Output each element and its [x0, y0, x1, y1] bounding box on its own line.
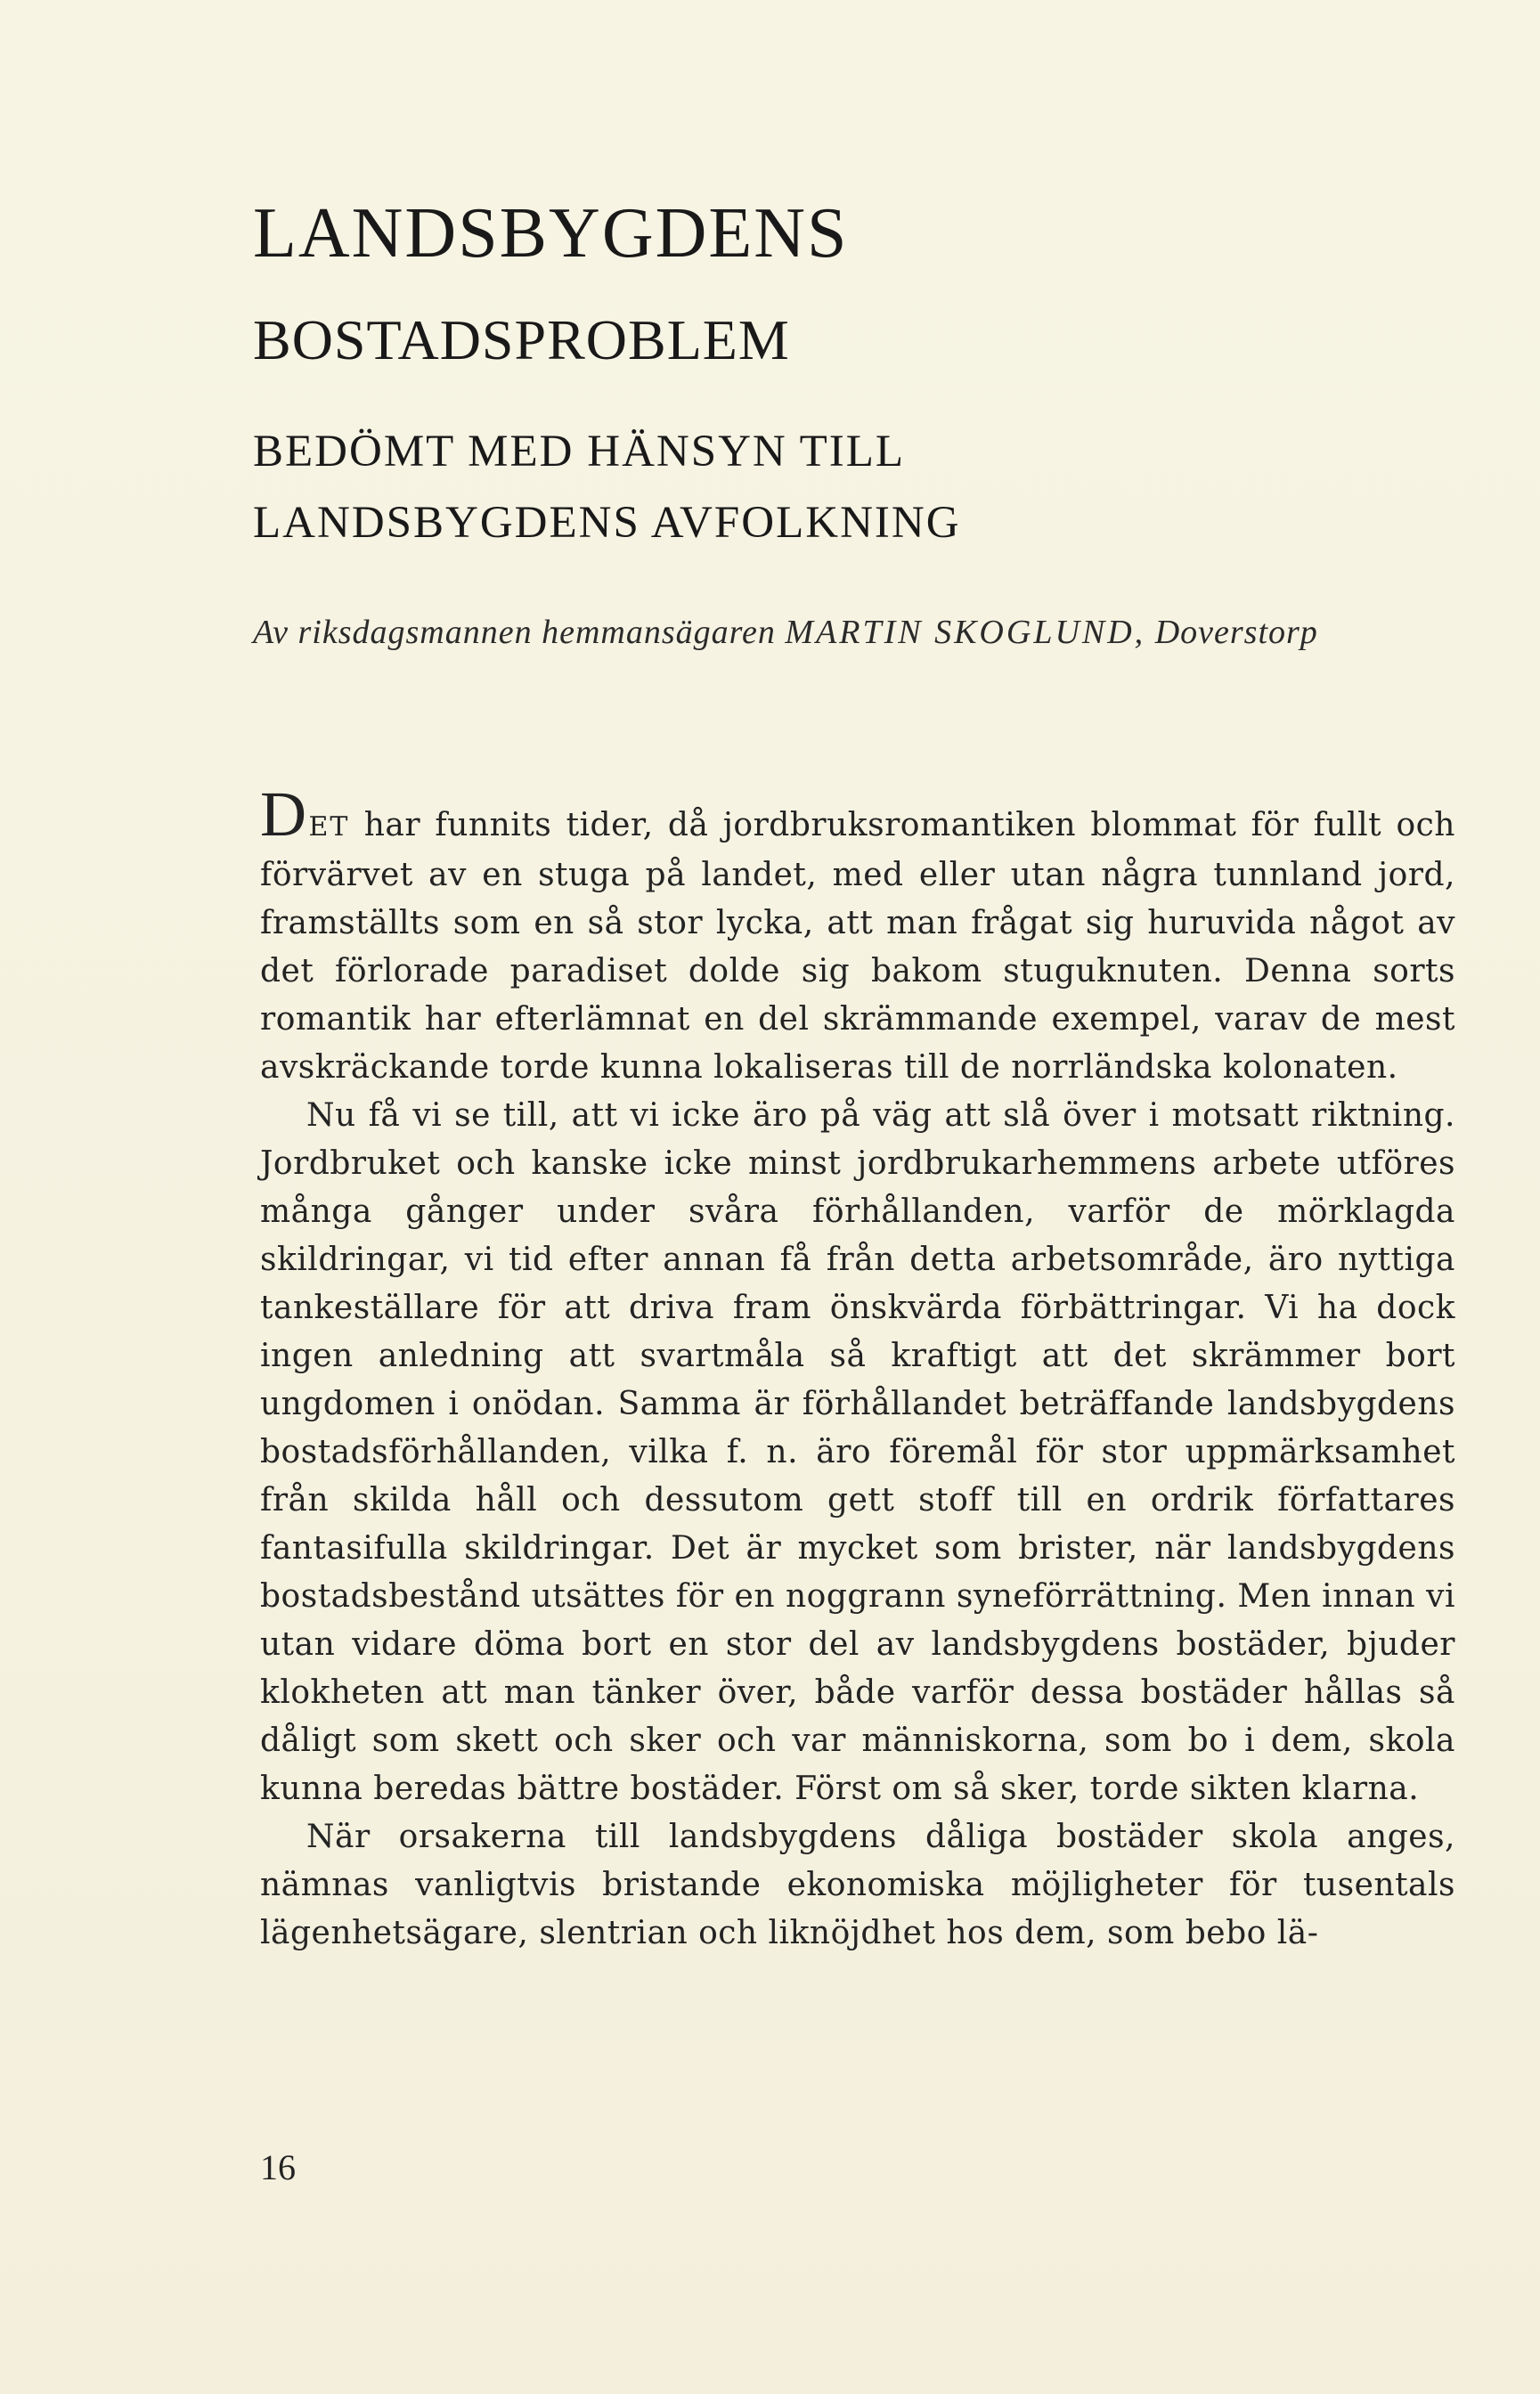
first-word-smallcaps: ET [308, 811, 350, 843]
page-number: 16 [260, 2147, 296, 2187]
byline-prefix: Av riksdagsmannen hemmansägaren [253, 614, 776, 651]
article-subtitle-line1: BEDÖMT MED HÄNSYN TILL [253, 427, 906, 476]
drop-cap: D [260, 778, 307, 850]
article-title: LANDSBYGDENS [253, 194, 849, 273]
paragraph-1 [260, 778, 1455, 1092]
paragraph-1-text: har funnits tider, då jordbruksromantiken blommat för fullt och förvärvet av en stuga på landet, med eller utan några tunnland jord, framställts som en så stor lycka, att man frågat sig huruvida något av det förlorade paradiset dolde sig bakom stuguknuten. Denna sorts romantik har efterlämnat en del skrämmande exempel, varav de mest avskräckande torde kunna lokaliseras till de norrländska kolonaten. [260, 807, 1455, 1086]
article-body [260, 778, 1455, 1958]
byline-place: Doverstorp [1154, 614, 1318, 651]
article-title-line2: BOSTADSPROBLEM [253, 308, 790, 371]
article-subtitle-line2: LANDSBYGDENS AVFOLKNING [253, 498, 961, 548]
byline-author: MARTIN SKOGLUND, [785, 614, 1146, 651]
paragraph-2: Nu få vi se till, att vi icke äro på väg att slå över i motsatt riktning. Jordbruket och kanske icke minst jordbrukarhemmens arbete utföres många gånger under svåra förhållanden, varför de mörklagda skildringar, vi tid efter annan få från detta arbetsområde, äro nyttiga tankeställare för att driva fram önskvärda förbättringar. Vi ha dock ingen anledning att svartmåla så kraftigt att det skrämmer bort ungdomen i onödan. Samma är förhållandet beträffande landsbygdens bostadsförhållanden, vilka f. n. äro föremål för stor uppmärksamhet från skilda håll och dessutom gett stoff till en ordrik författares fantasifulla skildringar. Det är mycket som brister, när landsbygdens bostadsbestånd utsättes för en noggrann syneförrättning. Men innan vi utan vidare döma bort en stor del av landsbygdens bostäder, bjuder klokheten att man tänker över, både varför dessa bostäder hållas så dåligt som skett och sker och var människorna, som bo i dem, skola kunna beredas bättre bostäder. Först om så sker, torde sikten klarna. [260, 1097, 1455, 1807]
byline [253, 613, 1318, 652]
paragraph-3: När orsakerna till landsbygdens dåliga bostäder skola anges, nämnas vanligtvis bristande ekonomiska möjligheter för tusentals lägenhetsägare, slentrian och liknöjdhet hos dem, som bebo lä- [260, 1819, 1455, 1951]
